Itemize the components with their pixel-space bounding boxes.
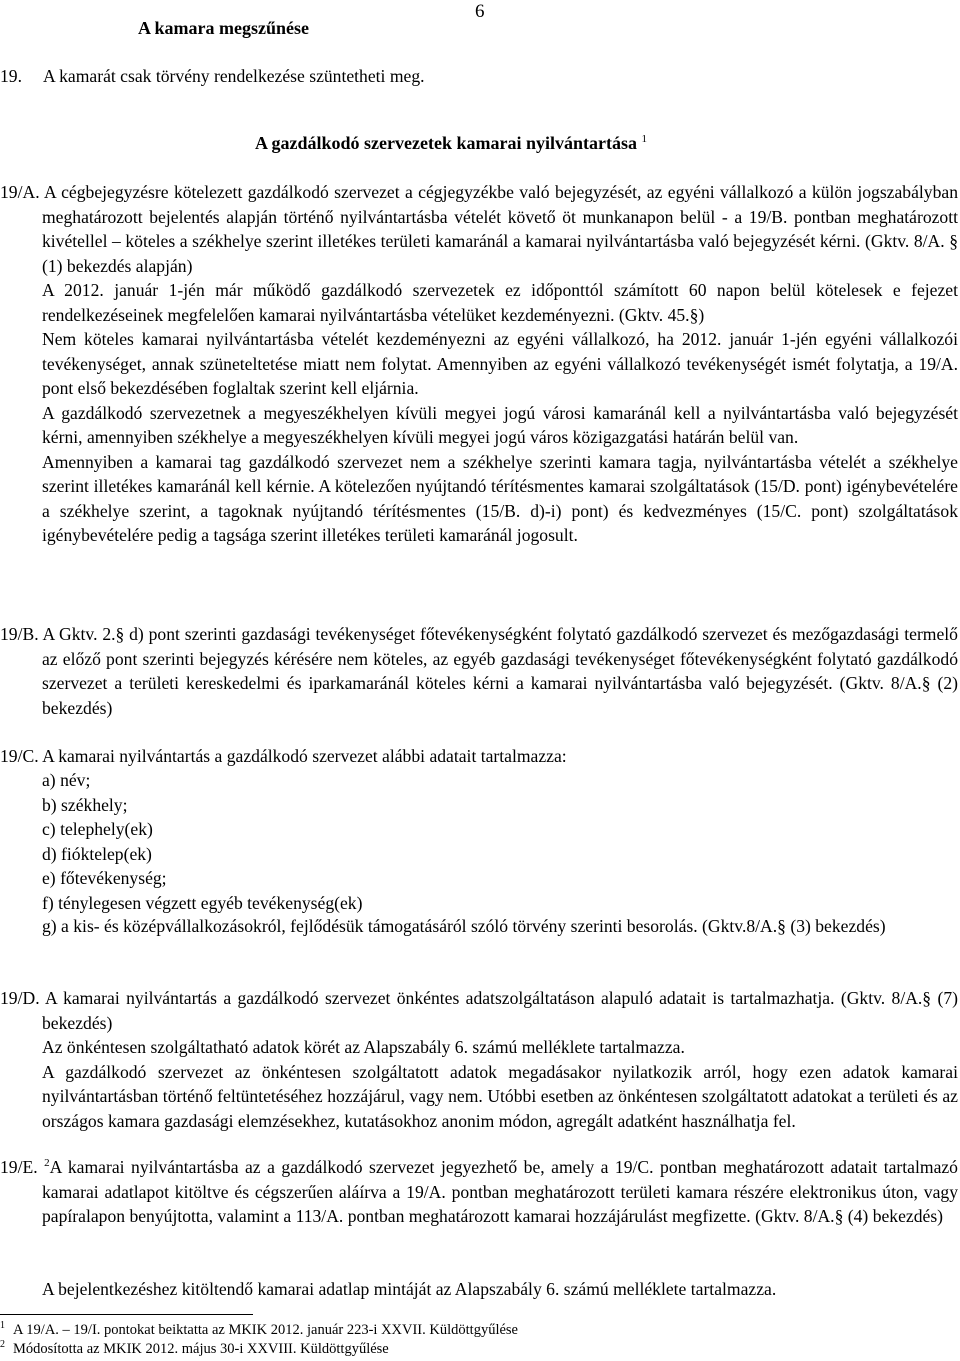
list-item: c) telephely(ek) [42, 819, 153, 839]
paragraph-19e-text2: A bejelentkezéshez kitöltendő kamarai adatlap mintáját az Alapszabály 6. számú melléklete tartalmazza. [42, 1279, 777, 1299]
page-number: 6 [475, 1, 485, 22]
paragraph-19a-text4: A gazdálkodó szervezetnek a megyeszékhelyen kívüli megyei jogú városi kamaránál kell a nyilvántartásba való bejegyzését kérni, amennyiben székhelye a megyeszékhelyen kívüli megyei jogú város közigazgatási határán belül van. [42, 402, 958, 447]
footnote-1-text: A 19/A. – 19/I. pontokat beiktatta az MKIK 2012. január 223-i XXVII. Küldöttgyűlése [13, 1322, 518, 1338]
paragraph-19c-item-g [42, 914, 958, 939]
paragraph-19a-text5: Amennyiben a kamarai tag gazdálkodó szervezet nem a székhelye szerinti kamara tagja, nyilvántartásba vételét a székhelye szerint illetékes kamaránál kell kérnie. A kötelezően nyújtandó térítésmentes kamarai szolgáltatások (15/D. pont) igénybevételére a székhelye szerint, a tagoknak nyújtandó térítésmentes (15/B. d)-i) pont) és kedvezményes (15/C. pont) szolgáltatások igénybevételére pedig a tagsága szerint illetékes területi kamaránál jogosult. [42, 451, 958, 545]
paragraph-19e [0, 1155, 958, 1229]
paragraph-19b [0, 622, 958, 720]
paragraph-19d-text2: Az önkéntesen szolgáltatható adatok körét az Alapszabály 6. számú melléklete tartalmazza. [42, 1037, 685, 1057]
paragraph-19d [0, 986, 958, 1035]
paragraph-19e-number: 19/E. [0, 1157, 38, 1177]
paragraph-19b-number: 19/B. [0, 624, 39, 644]
paragraph-19a [0, 180, 958, 278]
paragraph-19a-text2: A 2012. január 1-jén már működő gazdálkodó szervezetek ez időponttól számított 60 napon belül kötelesek e fejezet rendelkezéseinek megfelelően kamarai nyilvántartásba vételüket kezdeményezni. (Gktv. 45.§) [42, 280, 958, 325]
paragraph-19c [0, 744, 958, 769]
paragraph-19a-continued [42, 278, 958, 548]
item-19-number: 19. [0, 66, 22, 86]
list-item: e) főtevékenység; [42, 868, 167, 888]
paragraph-19c-list [42, 768, 958, 915]
footnote-separator [0, 1314, 253, 1315]
footnote-1-number: 1 [0, 1320, 5, 1331]
paragraph-19d-number: 19/D. [0, 988, 40, 1008]
footnote-2-text: Módosította az MKIK 2012. május 30-i XXVIII. Küldöttgyűlése [13, 1341, 389, 1357]
footnote-2-number: 2 [0, 1339, 5, 1350]
section-heading-registry [255, 131, 647, 156]
list-item: a) név; [42, 770, 91, 790]
paragraph-19b-text: A Gktv. 2.§ d) pont szerinti gazdasági tevékenységet főtevékenységként folytató gazdálkodó szervezet és mezőgazdasági termelő az előző pont szerinti bejegyzés kérésére nem köteles, az egyéb gazdasági tevékenységet főtevékenységként folytató gazdálkodó szervezet a területi kereskedelmi és iparkamaránál köteles kérni a kamarai nyilvántartásba való bejegyzését. (Gktv. 8/A.§ (2) bekezdés) [42, 624, 958, 718]
paragraph-19d-text1: A kamarai nyilvántartás a gazdálkodó szervezet önkéntes adatszolgáltatáson alapuló adatait is tartalmazhatja. (Gktv. 8/A.§ (7) bekezdés) [42, 988, 958, 1033]
paragraph-19e-continued [42, 1277, 958, 1302]
list-item: f) ténylegesen végzett egyéb tevékenység(ek) [42, 892, 363, 913]
footnote-ref-2: 2 [44, 1157, 50, 1170]
list-item-g: g) a kis- és középvállalkozásokról, fejlődésük támogatásáról szóló törvény szerinti besorolás. (Gktv.8/A.§ (3) bekezdés) [42, 916, 886, 936]
paragraph-19c-number: 19/C. [0, 746, 39, 766]
list-item: b) székhely; [42, 794, 128, 815]
paragraph-19a-number: 19/A. [0, 182, 40, 202]
paragraph-19a-first [0, 180, 958, 278]
paragraph-19a-text3: Nem köteles kamarai nyilvántartásba vételét kezdeményezni az egyéni vállalkozó, ha 2012. január 1-jén egyéni vállalkozói tevékenységet, annak szüneteltetése miatt nem folytat. Amennyiben az egyéni vállalkozó tevékenységét ismét folytatja, a 19/A. pont első bekezdésében foglaltak szerint kell eljárnia. [42, 329, 958, 398]
list-item: d) fióktelep(ek) [42, 843, 152, 864]
paragraph-19e-text1: A kamarai nyilvántartásba az a gazdálkodó szervezet jegyezhető be, amely a 19/C. pontban meghatározott adatait tartalmazó kamarai adatlapot kitöltve és cégszerűen aláírva a 19/A. pontban meghatározott területi kamara részére elektronikus úton, vagy papíralapon benyújtotta, valamint a 113/A. pontban meghatározott kamarai hozzájárulást megfizette. (Gktv. 8/A.§ (4) bekezdés) [42, 1157, 958, 1226]
item-19-text: A kamarát csak törvény rendelkezése szüntetheti meg. [43, 66, 425, 86]
paragraph-19d-text3: A gazdálkodó szervezet az önkéntesen szolgáltatott adatok megadásakor nyilatkozik arról, hogy ezen adatok kamarai nyilvántartásban történő feltüntetéséhez hozzájárul, vagy nem. Utóbbi esetben az önkéntesen szolgáltatott adatokat a területi és az országos kamara gazdasági elemzésekhez, kutatásokhoz anonim módon, agregált adatként használhatja fel. [42, 1061, 958, 1131]
section-heading-registry-text: A gazdálkodó szervezetek kamarai nyilvántartása [255, 133, 637, 153]
footnote-ref-1: 1 [641, 133, 647, 145]
paragraph-19a-text1: A cégbejegyzésre kötelezett gazdálkodó szervezet a cégjegyzékbe való bejegyzését, az egyéni vállalkozó a külön jogszabályban meghatározott bejelentés alapján történő nyilvántartásba vételét követő öt munkanapon belül - a 19/B. pontban meghatározott kivétellel – köteles a székhelye szerint illetékes területi kamaránál a kamarai nyilvántartásba való bejegyzését kérni. (Gktv. 8/A. § (1) bekezdés alapján) [42, 182, 958, 276]
paragraph-19d-continued [42, 1035, 958, 1133]
section-heading-chamber-dissolution: A kamara megszűnése [138, 18, 309, 38]
paragraph-19c-intro: A kamarai nyilvántartás a gazdálkodó szervezet alábbi adatait tartalmazza: [42, 746, 567, 766]
